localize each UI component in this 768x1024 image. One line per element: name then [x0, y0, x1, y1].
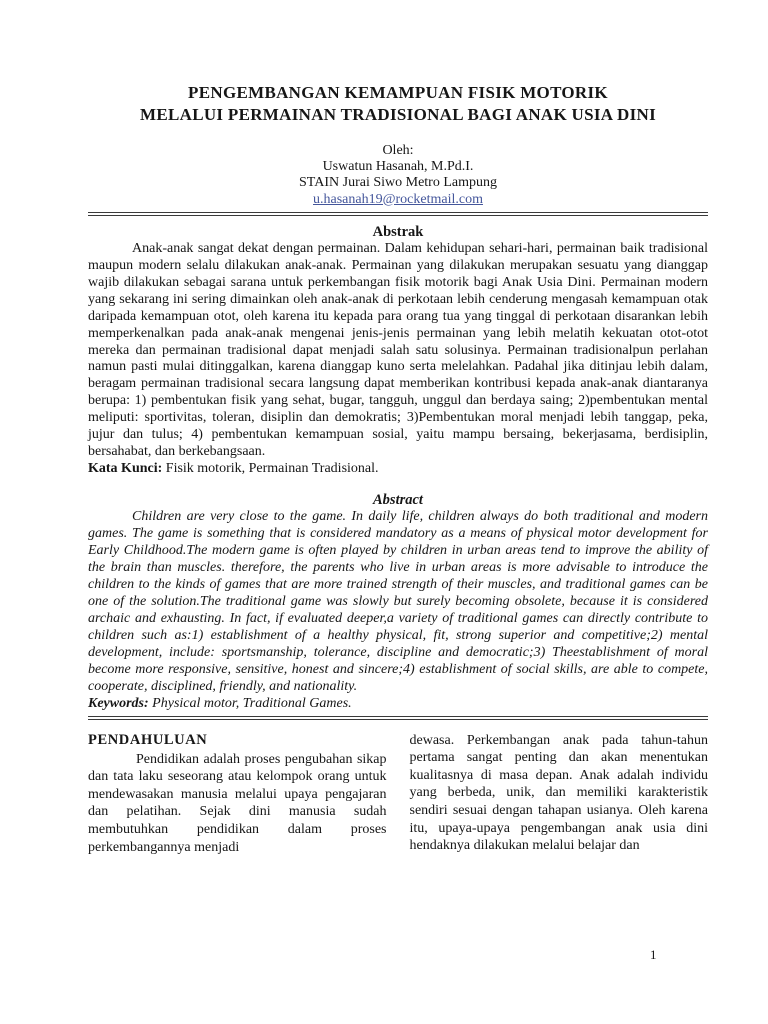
pendahuluan-heading: PENDAHULUAN — [88, 731, 208, 748]
paper-title-line1: PENGEMBANGAN KEMAMPUAN FISIK MOTORIK — [188, 83, 608, 102]
author-name: Uswatun Hasanah, M.Pd.I. — [322, 159, 474, 175]
author-block — [88, 143, 708, 208]
abstrak-body: Anak-anak sangat dekat dengan permainan. Dalam kehidupan sehari-hari, permainan baik tradisional maupun modern selalu dilakukan anak-anak. Permainan yang dilakukan merupakan sesuatu yang dianggap wajib dilakukan sebagai sarana untuk perkembangan fisik motorik bagi Anak Usia Dini. Permainan modern yang sekarang ini sering dimainkan oleh anak-anak di perkotaan lebih cenderung mengasah kemampuan otak daripada kemampuan otot, oleh karena itu kepada para orang tua yang tinggal di perkotaan disarankan lebih memperkenalkan pada anak-anak mengenai jenis-jenis permainan yang lebih melatih kekuatan otot-otot mereka dan permainan tradisional dapat menjadi salah satu solusinya. Permainan tradisionalpun perlahan namun pasti mulai ditinggalkan, karena dianggap kuno serta melelahkan. Padahal jika ditinjau lebih dalam, beragam permainan tradisional secara langsung dapat memberikan kontribusi kepada anak-anak diantaranya berupa: 1) pembentukan fisik yang sehat, bugar, tangguh, unggul dan berdaya saing; 2)pembentukan mental meliputi: sportivitas, toleran, disiplin dan demokratis; 3)Pembentukan moral menjadi lebih tanggap, peka, jujur dan tulus; 4) pembentukan kemampuan sosial, yaitu mampu bersaing, bekerjasama, berdisiplin, bersahabat, dan berkebangsaan. — [88, 240, 708, 460]
abstract-divider-rule — [88, 716, 708, 720]
intro-paragraph-right: dewasa. Perkembangan anak pada tahun-tahun pertama sangat penting dan akan menentukan kualitasnya di masa depan. Anak adalah individu yang berbeda, unik, dan memiliki karakteristik sendiri sesuai dengan tahapan usianya. Oleh karena itu, upaya-upaya pengembangan anak usia dini hendaknya dilakukan melalui belajar dan — [409, 732, 708, 854]
introduction-section — [88, 731, 708, 857]
intro-column-left — [88, 731, 387, 857]
paper-title-line2: MELALUI PERMAINAN TRADISIONAL BAGI ANAK USIA DINI — [140, 105, 656, 124]
author-email-row — [88, 192, 708, 208]
author-affiliation: STAIN Jurai Siwo Metro Lampung — [299, 175, 497, 191]
intro-paragraph-left: Pendidikan adalah proses pengubahan sikap dan tata laku seseorang atau kelompok orang untuk mendewasakan manusia melalui upaya pengajaran dan pelatihan. Sejak dini manusia sudah membutuhkan pendidikan dalam proses perkembangannya menjadi — [88, 751, 387, 855]
header-divider-rule — [88, 212, 708, 216]
intro-column-right — [410, 731, 709, 857]
page-content — [88, 0, 708, 856]
keywords-line — [88, 696, 708, 713]
keywords-label: Keywords: — [88, 695, 149, 711]
kata-kunci-text: Fisik motorik, Permainan Tradisional. — [162, 461, 379, 477]
abstract-en-body: Children are very close to the game. In daily life, children always do both traditional and modern games. The game is something that is considered mandatory as a means of physical motor development for Early Childhood.The modern game is often played by children in urban areas tend to improve the ability of the brain than muscles. therefore, the parents who live in urban areas is more advisable to introduce the children to the kinds of games that are more trained strength of their muscles, and traditional games can be one of the solution.The traditional game was slowly but surely becoming obsolete, because it is considered archaic and exhausting. In fact, if evaluated deeper,a variety of traditional games can directly contribute to children such as:1) establishment of a healthy physical, fit, strong superior and competitive;2) mental development, include: sportsmanship, tolerance, discipline and democratic;3) Theestablishment of moral become more responsive, sensitive, honest and sincere;4) establishment of social skills, are able to compete, cooperate, disciplined, friendly, and nationality. — [88, 509, 708, 694]
author-email-link[interactable]: u.hasanah19@rocketmail.com — [313, 191, 483, 207]
byline-label: Oleh: — [382, 143, 414, 158]
kata-kunci-label: Kata Kunci: — [88, 461, 163, 477]
kata-kunci-line — [88, 461, 708, 478]
page-number: 1 — [650, 947, 657, 962]
paper-title — [88, 82, 708, 126]
keywords-text: Physical motor, Traditional Games. — [148, 695, 352, 711]
abstrak-heading: Abstrak — [372, 223, 424, 240]
abstract-en-heading: Abstract — [373, 492, 423, 509]
